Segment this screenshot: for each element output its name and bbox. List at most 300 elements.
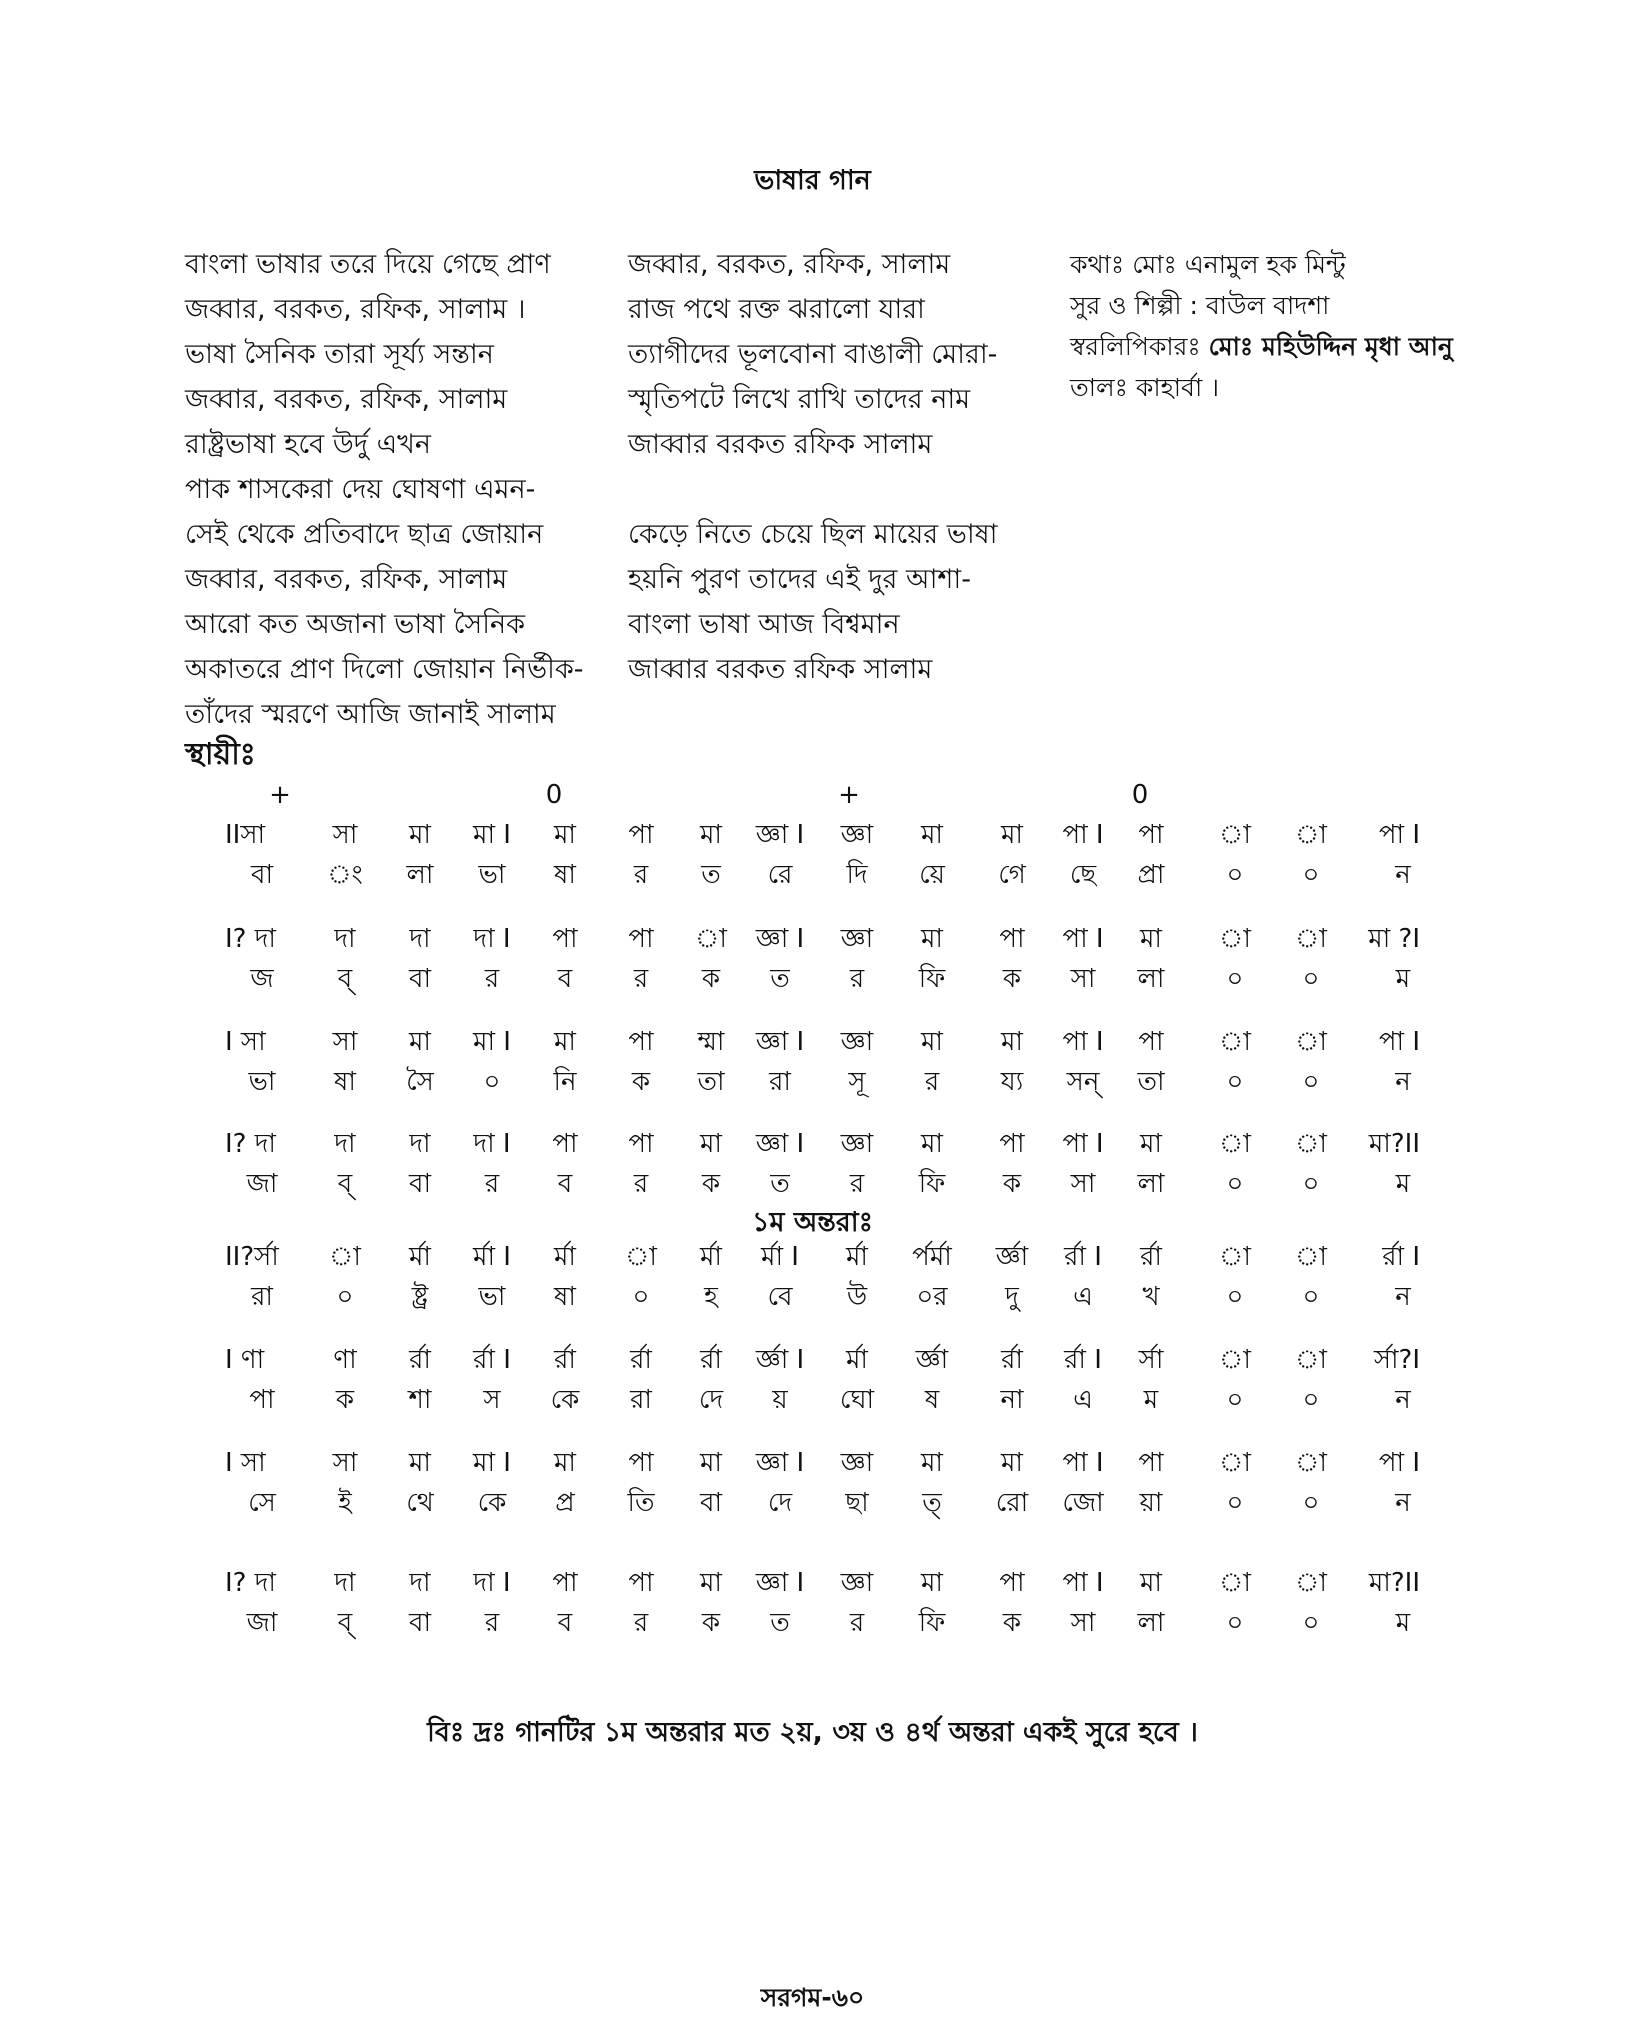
lyric-syllable: ফি <box>918 964 946 994</box>
swara-note: র্সা?I <box>1373 1345 1420 1375</box>
swara-note: মা <box>700 1568 722 1598</box>
lyric-syllable: ০ <box>1226 1488 1244 1518</box>
lyric-syllable: ষা <box>334 1067 356 1097</box>
swara-note: মা I <box>473 820 511 850</box>
lyric-syllable: জা <box>246 1169 278 1199</box>
lyric-syllable: শা <box>408 1385 432 1415</box>
lyric-syllable: ব্ <box>337 964 353 994</box>
lyric-syllable: ক <box>701 1608 721 1638</box>
lyric-syllable: র <box>484 1169 500 1199</box>
lyric-syllable: ক <box>1002 1608 1022 1638</box>
lyric-syllable: ০ <box>1226 964 1244 994</box>
swara-note: পা <box>628 820 654 850</box>
notation-author: মোঃ মহিউদ্দিন মৃধা আনু <box>1208 332 1453 361</box>
lyric-syllable: র <box>484 1608 500 1638</box>
lyric-syllable: র <box>924 1067 940 1097</box>
beat-mark: 0 <box>545 780 563 810</box>
lyric-syllable: ন <box>1395 1488 1411 1518</box>
section-antara-heading: ১ম অন্তরাঃ <box>752 1207 873 1238</box>
swara-note: া <box>1295 1345 1327 1375</box>
lyric-line: ভাষা সৈনিক তারা সূর্য্য সন্তান <box>185 339 494 370</box>
beat-mark: + <box>838 780 860 810</box>
lyric-syllable: ০ <box>1226 1067 1244 1097</box>
lyric-syllable: ০ <box>632 1282 650 1312</box>
credit-label: কথাঃ <box>1070 250 1125 279</box>
taal-name: কাহার্বা । <box>1135 373 1220 402</box>
lyric-syllable: ন <box>1395 860 1411 890</box>
swara-note: মা <box>921 1027 943 1057</box>
lyric-syllable: র <box>633 1169 649 1199</box>
swara-note: মা <box>554 1448 576 1478</box>
swara-note: দা <box>409 1129 431 1159</box>
swara-note: জ্ঞা I <box>755 1129 805 1159</box>
lyric-syllable: র <box>633 1608 649 1638</box>
swara-note: জ্ঞা <box>840 1568 874 1598</box>
lyric-syllable: র <box>484 964 500 994</box>
swara-note: পা I <box>1062 1027 1104 1057</box>
swara-note: র্মা <box>846 1242 868 1272</box>
swara-note: মা?II <box>1368 1568 1420 1598</box>
lyric-syllable: ০ <box>1226 1608 1244 1638</box>
page-number: সরগম-৬০ <box>760 1983 865 2012</box>
swara-note: পা I <box>1062 820 1104 850</box>
lyric-syllable: পা <box>249 1385 275 1415</box>
lyric-syllable: জা <box>246 1608 278 1638</box>
swara-note: র্জ্ঞা <box>915 1345 949 1375</box>
lyric-syllable: সা <box>1070 1169 1096 1199</box>
swara-note: জ্ঞা <box>840 1448 874 1478</box>
swara-note: পা <box>1138 1027 1164 1057</box>
swara-note: মা I <box>473 1027 511 1057</box>
swara-note: II?র্সা <box>225 1242 279 1272</box>
lyric-syllable: জো <box>1062 1488 1104 1518</box>
lyric-syllable: ০ <box>1226 1282 1244 1312</box>
lyric-syllable: সূ <box>848 1067 866 1097</box>
lyric-line: আরো কত অজানা ভাষা সৈনিক <box>185 609 525 640</box>
credit-composer <box>1070 285 1453 326</box>
lyric-syllable: র <box>849 964 865 994</box>
swara-note: মা <box>921 924 943 954</box>
lyric-syllable: প্র <box>555 1488 575 1518</box>
song-title: ভাষার গান <box>754 165 871 196</box>
lyric-line: সেই থেকে প্রতিবাদে ছাত্র জোয়ান <box>185 519 544 550</box>
credit-label: তালঃ <box>1070 373 1128 402</box>
swara-note: র্মা <box>700 1242 722 1272</box>
footnote: বিঃ দ্রঃ গানটির ১ম অন্তরার মত ২য়, ৩য় ও ৪র্থ অন্তরা একই সুরে হবে । <box>427 1717 1198 1748</box>
lyric-syllable: স <box>483 1385 501 1415</box>
lyric-syllable: ন <box>1395 1067 1411 1097</box>
swara-note: া <box>1219 1242 1251 1272</box>
swara-note: পা <box>628 1027 654 1057</box>
lyric-line: বাংলা ভাষার তরে দিয়ে গেছে প্রাণ <box>185 249 551 280</box>
lyric-syllable: ক <box>335 1385 355 1415</box>
credits <box>1070 244 1453 408</box>
swara-note: মা ?I <box>1368 924 1420 954</box>
swara-note: া <box>1295 820 1327 850</box>
swara-note: র্মা <box>409 1242 431 1272</box>
swara-note: IIসা <box>225 820 266 850</box>
swara-note: দা <box>409 924 431 954</box>
swara-note: া <box>1295 1448 1327 1478</box>
lyric-syllable: ভা <box>248 1067 276 1097</box>
swara-note: পা <box>552 924 578 954</box>
swara-note: মা <box>409 820 431 850</box>
swara-note: I সা <box>225 1027 266 1057</box>
lyric-line: ত্যাগীদের ভূলবোনা বাঙালী মোরা- <box>628 339 998 370</box>
swara-note: পা <box>628 1129 654 1159</box>
lyric-syllable: ক <box>701 964 721 994</box>
swara-note: র্রা <box>630 1345 652 1375</box>
lyric-line: জব্বার, বরকত, রফিক, সালাম <box>628 249 951 280</box>
swara-note: জ্ঞা I <box>755 924 805 954</box>
lyric-line: বাংলা ভাষা আজ বিশ্বমান <box>628 609 900 640</box>
swara-note: র্রা I <box>1064 1242 1102 1272</box>
lyric-syllable: রা <box>251 1282 273 1312</box>
lyric-syllable: য় <box>772 1385 788 1415</box>
swara-note: র্রা <box>700 1345 722 1375</box>
swara-note: মা <box>921 1568 943 1598</box>
lyric-syllable: ০ <box>1302 1169 1320 1199</box>
swara-note: সা <box>332 820 358 850</box>
swara-note: দা I <box>473 1568 511 1598</box>
swara-note: মা <box>921 1448 943 1478</box>
swara-note: র্রা <box>1140 1242 1162 1272</box>
lyric-syllable: ফি <box>918 1608 946 1638</box>
swara-note: মা <box>1140 1568 1162 1598</box>
lyric-syllable: য়ে <box>919 860 945 890</box>
lyric-syllable: সে <box>248 1488 276 1518</box>
swara-note: া <box>329 1242 361 1272</box>
swara-note: জ্ঞা I <box>755 1568 805 1598</box>
lyric-syllable: কে <box>550 1385 580 1415</box>
lyric-syllable: ০ <box>336 1282 354 1312</box>
swara-note: জ্ঞা <box>840 924 874 954</box>
swara-note: র্মা I <box>761 1242 799 1272</box>
swara-note: া <box>1219 1345 1251 1375</box>
lyric-syllable: রা <box>630 1385 652 1415</box>
swara-note: পা <box>999 1568 1025 1598</box>
lyric-syllable: দি <box>846 860 868 890</box>
lyric-syllable: লা <box>1137 1608 1165 1638</box>
lyric-syllable: ক <box>631 1067 651 1097</box>
swara-note: মা <box>1001 1027 1023 1057</box>
swara-note: সা <box>332 1027 358 1057</box>
lyric-line: জব্বার, বরকত, রফিক, সালাম <box>185 384 508 415</box>
swara-note: র্মা <box>846 1345 868 1375</box>
lyric-syllable: লা <box>406 860 434 890</box>
lyric-syllable: তা <box>697 1067 725 1097</box>
swara-note: মা <box>700 820 722 850</box>
swara-note: পা <box>999 924 1025 954</box>
swara-note: র্মা <box>554 1242 576 1272</box>
lyric-syllable: লা <box>1137 964 1165 994</box>
lyric-line: জাব্বার বরকত রফিক সালাম <box>628 654 933 685</box>
lyric-syllable: ০ <box>1302 860 1320 890</box>
swara-note: মা <box>1140 924 1162 954</box>
lyric-syllable: ০ <box>1226 1169 1244 1199</box>
lyric-line: রাজ পথে রক্ত ঝরালো যারা <box>628 294 925 325</box>
swara-note: া <box>1219 1568 1251 1598</box>
swara-note: া <box>1295 1568 1327 1598</box>
lyric-syllable: ত্ <box>922 1488 942 1518</box>
swara-note: া <box>1219 1129 1251 1159</box>
lyric-syllable: নি <box>553 1067 577 1097</box>
lyric-syllable: সা <box>1070 964 1096 994</box>
lyric-line: হয়নি পুরণ তাদের এই দুর আশা- <box>628 564 971 595</box>
swara-note: মা <box>700 1129 722 1159</box>
swara-note: মা <box>1001 1448 1023 1478</box>
lyric-syllable: ম <box>1395 1169 1411 1199</box>
lyric-syllable: ব <box>557 964 573 994</box>
lyric-syllable: দু <box>1005 1282 1019 1312</box>
lyric-line: তাঁদের স্মরণে আজি জানাই সালাম <box>185 699 556 730</box>
swara-note: পা <box>628 924 654 954</box>
lyric-syllable: দে <box>698 1385 724 1415</box>
lyric-syllable: ং <box>327 860 363 890</box>
swara-note: পা I <box>1062 1448 1104 1478</box>
swara-note: র্মা I <box>473 1242 511 1272</box>
lyric-syllable: ব্ <box>337 1608 353 1638</box>
swara-note: পা <box>552 1129 578 1159</box>
lyricist-name: মোঃ এনামুল হক মিন্টু <box>1132 250 1346 279</box>
swara-note: মা <box>700 1448 722 1478</box>
lyric-syllable: বা <box>408 1169 431 1199</box>
credit-label: স্বরলিপিকারঃ <box>1070 332 1201 361</box>
lyric-syllable: ০ <box>483 1067 501 1097</box>
lyric-syllable: বা <box>699 1488 722 1518</box>
lyric-syllable: ত <box>770 1608 790 1638</box>
swara-note: মা <box>554 1027 576 1057</box>
swara-note: দা I <box>473 924 511 954</box>
lyric-syllable: তি <box>627 1488 655 1518</box>
swara-note: I ণা <box>225 1345 265 1375</box>
lyric-syllable: ই <box>338 1488 352 1518</box>
swara-note: জ্ঞা I <box>755 1027 805 1057</box>
swara-note: র্রা <box>554 1345 576 1375</box>
lyric-syllable: কে <box>477 1488 507 1518</box>
swara-note: মা I <box>473 1448 511 1478</box>
swara-note: পা I <box>1378 1027 1420 1057</box>
lyric-line: জাব্বার বরকত রফিক সালাম <box>628 429 933 460</box>
lyric-syllable: খ <box>1142 1282 1160 1312</box>
swara-note: পা <box>999 1129 1025 1159</box>
lyric-line: স্মৃতিপটে লিখে রাখি তাদের নাম <box>628 384 971 415</box>
swara-note: র্জ্ঞা I <box>755 1345 805 1375</box>
swara-note: পা I <box>1378 1448 1420 1478</box>
swara-note: মা <box>409 1027 431 1057</box>
swara-note: জ্ঞা I <box>755 820 805 850</box>
lyric-syllable: রে <box>767 860 793 890</box>
swara-note: া <box>1295 1027 1327 1057</box>
credit-taal <box>1070 367 1453 408</box>
lyric-syllable: ০ <box>1302 1282 1320 1312</box>
lyric-syllable: লা <box>1137 1169 1165 1199</box>
lyric-syllable: ব <box>557 1169 573 1199</box>
swara-note: দা <box>409 1568 431 1598</box>
swara-note: মা <box>1001 820 1023 850</box>
lyrics-column-1 <box>185 242 584 737</box>
lyric-syllable: বা <box>408 964 431 994</box>
swara-note: ণা <box>333 1345 357 1375</box>
lyric-syllable: ত <box>770 1169 790 1199</box>
swara-note: মা <box>1140 1129 1162 1159</box>
swara-note: দা I <box>473 1129 511 1159</box>
swara-note: পা I <box>1062 1568 1104 1598</box>
swara-note: জ্ঞা I <box>755 1448 805 1478</box>
swara-note: I? দা <box>225 1568 276 1598</box>
swara-note: মা <box>409 1448 431 1478</box>
swara-note: ম্মা <box>697 1027 725 1057</box>
swara-note: র্সা <box>1138 1345 1164 1375</box>
swara-note: া <box>1219 1448 1251 1478</box>
swara-note: জ্ঞা <box>840 1027 874 1057</box>
lyric-line: রাষ্ট্রভাষা হবে উর্দু এখন <box>185 429 431 460</box>
lyric-syllable: ০র <box>916 1282 948 1312</box>
lyric-syllable: সা <box>1070 1608 1096 1638</box>
swara-note: া <box>1295 1242 1327 1272</box>
swara-note: র্রা I <box>473 1345 511 1375</box>
swara-note: মা <box>921 820 943 850</box>
swara-note: দা <box>334 1129 356 1159</box>
lyric-syllable: না <box>1000 1385 1024 1415</box>
lyric-syllable: ম <box>1143 1385 1159 1415</box>
lyric-syllable: দে <box>767 1488 793 1518</box>
lyric-syllable: ষা <box>554 1282 576 1312</box>
lyric-syllable: ০ <box>1302 964 1320 994</box>
lyric-syllable: গে <box>998 860 1026 890</box>
lyric-syllable: ষ্ট্র <box>411 1282 429 1312</box>
stanza-gap <box>628 467 997 512</box>
swara-note: I? দা <box>225 924 276 954</box>
swara-note: মা?II <box>1368 1129 1420 1159</box>
lyric-syllable: ত <box>701 860 721 890</box>
lyric-syllable: ভা <box>478 860 506 890</box>
swara-note: জ্ঞা <box>840 820 874 850</box>
lyric-syllable: তা <box>1137 1067 1165 1097</box>
swara-note: সা <box>332 1448 358 1478</box>
lyric-syllable: ভা <box>478 1282 506 1312</box>
lyric-syllable: সন্ <box>1066 1067 1100 1097</box>
lyric-syllable: এ <box>1073 1385 1093 1415</box>
lyric-syllable: ষ <box>924 1385 940 1415</box>
lyric-syllable: প্রা <box>1137 860 1165 890</box>
lyric-syllable: ব <box>557 1608 573 1638</box>
lyric-syllable: ত <box>770 964 790 994</box>
lyric-syllable: র <box>633 860 649 890</box>
swara-note: পা <box>628 1448 654 1478</box>
swara-note: I? দা <box>225 1129 276 1159</box>
swara-note: া <box>1295 924 1327 954</box>
lyric-syllable: ম <box>1395 1608 1411 1638</box>
swara-note: I সা <box>225 1448 266 1478</box>
swara-note: া <box>1219 1027 1251 1057</box>
swara-note: র্জ্ঞা <box>995 1242 1029 1272</box>
swara-note: র্পর্মা <box>912 1242 952 1272</box>
lyric-syllable: ০ <box>1226 860 1244 890</box>
lyric-syllable: জ <box>250 964 274 994</box>
swara-note: পা <box>1138 1448 1164 1478</box>
lyric-syllable: ০ <box>1302 1488 1320 1518</box>
swara-note: পা <box>552 1568 578 1598</box>
lyric-syllable: হ <box>704 1282 718 1312</box>
swara-note: পা I <box>1378 820 1420 850</box>
lyric-syllable: ঘো <box>839 1385 875 1415</box>
swara-note: া <box>1219 924 1251 954</box>
lyric-syllable: ক <box>1002 1169 1022 1199</box>
lyric-syllable: বে <box>767 1282 793 1312</box>
lyric-line: পাক শাসকেরা দেয় ঘোষণা এমন- <box>185 474 536 505</box>
lyric-line: কেড়ে নিতে চেয়ে ছিল মায়ের ভাষা <box>628 519 998 550</box>
lyric-syllable: ব্ <box>337 1169 353 1199</box>
swara-note: র্রা <box>409 1345 431 1375</box>
credit-label: সুর ও শিল্পী : <box>1070 291 1198 320</box>
swara-note: া <box>625 1242 657 1272</box>
lyric-syllable: য়া <box>1139 1488 1163 1518</box>
lyric-syllable: ক <box>1002 964 1022 994</box>
lyric-syllable: র <box>849 1608 865 1638</box>
swara-note: া <box>695 924 727 954</box>
lyric-syllable: ০ <box>1302 1067 1320 1097</box>
swara-note: জ্ঞা <box>840 1129 874 1159</box>
lyric-syllable: ছে <box>1069 860 1097 890</box>
lyric-syllable: রো <box>995 1488 1029 1518</box>
swara-note: দা <box>334 1568 356 1598</box>
lyric-syllable: এ <box>1073 1282 1093 1312</box>
lyric-syllable: ০ <box>1226 1385 1244 1415</box>
credit-notation <box>1070 326 1453 367</box>
lyric-syllable: সৈ <box>406 1067 434 1097</box>
swara-note: পা <box>628 1568 654 1598</box>
beat-mark: 0 <box>1131 780 1149 810</box>
lyric-line: অকাতরে প্রাণ দিলো জোয়ান নির্ভীক- <box>185 654 584 685</box>
lyric-syllable: ছা <box>845 1488 869 1518</box>
lyric-syllable: ষা <box>554 860 576 890</box>
swara-note: পা I <box>1062 924 1104 954</box>
lyric-syllable: বা <box>408 1608 431 1638</box>
swara-note: া <box>1295 1129 1327 1159</box>
swara-note: পা <box>1138 820 1164 850</box>
swara-note: র্রা <box>1001 1345 1023 1375</box>
composer-name: বাউল বাদশা <box>1205 291 1330 320</box>
lyric-syllable: ন <box>1395 1282 1411 1312</box>
lyric-syllable: ক <box>701 1169 721 1199</box>
credit-lyricist <box>1070 244 1453 285</box>
lyric-syllable: বা <box>250 860 273 890</box>
section-sthayi-heading: স্থায়ীঃ <box>185 737 256 772</box>
swara-note: মা <box>554 820 576 850</box>
lyric-syllable: ০ <box>1302 1385 1320 1415</box>
lyric-line: জব্বার, বরকত, রফিক, সালাম । <box>185 294 526 325</box>
lyric-syllable: থে <box>406 1488 434 1518</box>
swara-note: র্রা I <box>1382 1242 1420 1272</box>
lyric-syllable: ম <box>1395 964 1411 994</box>
lyric-syllable: রা <box>769 1067 791 1097</box>
lyric-syllable: র <box>849 1169 865 1199</box>
lyric-line: জব্বার, বরকত, রফিক, সালাম <box>185 564 508 595</box>
lyrics-column-2 <box>628 242 997 692</box>
lyric-syllable: র <box>633 964 649 994</box>
lyric-syllable: ফি <box>918 1169 946 1199</box>
lyric-syllable: ০ <box>1302 1608 1320 1638</box>
swara-note: দা <box>334 924 356 954</box>
lyric-syllable: ন <box>1395 1385 1411 1415</box>
swara-note: মা <box>921 1129 943 1159</box>
swara-note: পা I <box>1062 1129 1104 1159</box>
lyric-syllable: উ <box>846 1282 868 1312</box>
swara-note: া <box>1219 820 1251 850</box>
beat-mark: + <box>269 780 291 810</box>
lyric-syllable: য্য <box>1000 1067 1024 1097</box>
